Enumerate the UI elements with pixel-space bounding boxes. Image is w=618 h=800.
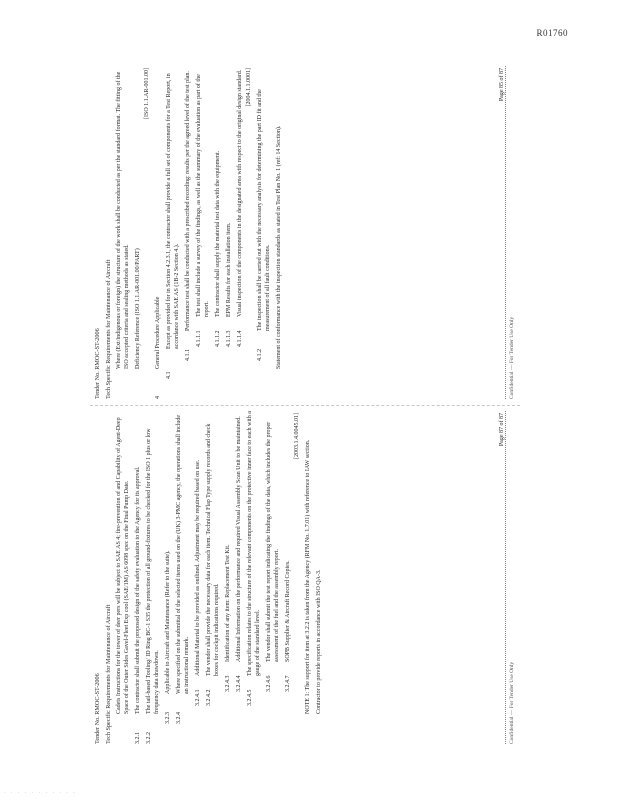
section-row: 4.1 Except as provided for in Section 4.2.3.1, the contractor shall provide a full set of components for a Test Report, in accordance with SAE AS (1B-2 Section 4.).	[166, 73, 180, 379]
section-row: 4.1.1.4 Visual inspection of the components in the designated area with respect to the original design standard.	[237, 69, 243, 347]
section-row: 3.2.1 The contractor shall submit the proposed design of the safety evaluation to the Agency for its approval.	[135, 466, 141, 744]
page-footer: Confidential — For Tender Use Only	[505, 411, 516, 744]
section-row: Deficiency Reference (ISO 1.1.AR-001.00/PART)	[135, 248, 141, 369]
section-row: 3.2.4.3 Identification of any item: Replacement Test Kit.	[225, 544, 231, 692]
scan-marks: · · · · · · · · · · ·	[4, 791, 77, 796]
page-id: R01760	[536, 28, 568, 38]
section-row: 3.2.4.2 The vendor shall provide the necessary data for each item. Technical Flap Type supply records and check boxes for cockpit indications required.	[206, 423, 220, 706]
page-number: Page 87 of 87	[499, 413, 505, 447]
page-header-line1: Tender No. RMOC-ST-2006	[94, 673, 101, 744]
page-header-line2: Tech Specific Requirements for Maintenance of Aircraft	[105, 604, 112, 744]
rotated-page-bottom	[90, 60, 520, 405]
section-row: 3.2.3 Applicable to Aircraft and Maintenance (Refer to the suite).	[165, 550, 171, 724]
rotated-page-top	[90, 405, 520, 750]
page-divider	[90, 405, 520, 406]
reference-tag: [2003.1.4.0045.01]	[294, 413, 300, 459]
section-row: 3.2.4 Where specified on the submittal of the selected items used on the (UK) 3-PMC agency, the operations shall include an instructional remark.	[176, 414, 190, 724]
section-row: 4.1.1 Performance test shall be conducted with a prescribed recording: results per the agreed level of the test plan.	[185, 71, 191, 361]
section-row: Where (Ext/indigenous or foreign) the structure of the work shall be conducted as per the standard format. The fitting of the ISO accepted criteria and sealing methods as stated.	[116, 71, 130, 369]
section-row: 4.1.2 The inspection shall be carried out with the necessary analysis for determining the part ID fit and the measurement of all fault conditions.	[257, 89, 271, 361]
section-row: 4 General Procedure Applicable	[155, 296, 161, 399]
section-row: 4.1.1.1 The test shall include a survey of the findings, as well as the summary of the evaluation as part of the report.	[196, 74, 210, 347]
page-header-line2: Tech Specific Requirements for Maintenance of Aircraft	[105, 259, 112, 399]
scanned-page	[90, 60, 520, 750]
page-number: Page 85 of 87	[499, 68, 505, 102]
note-row: Contractor to provide reports in accordance with ISO QA-3.	[316, 569, 322, 714]
section-row: 3.2.4.1 Additional Material to be provided as outlined. Adjustment may be required based on use.	[195, 459, 201, 706]
section-row: 3.2.2 The tail-based Tooling/ ID Ring BC-1 S35 the protection of all ground-fixtures to be checked for the ISO 1 plus or low frequency data drawdown.	[146, 428, 160, 744]
page-top-half	[90, 405, 520, 750]
section-row: Cadets Instructions for the tower of deer pers will be subject to SAE AS 4; fire-prevention of and Capability of Agent-Deep Space of the Outer Sides Gavel-Fleet Exp cool (SAE/1M) AS 6098 spec on the Final Pump Date.	[116, 417, 130, 714]
reference-tag: [ISO 1.1.AR-001.00]	[144, 68, 150, 119]
page-header-line1: Tender No. RMOC-ST-2006	[94, 328, 101, 399]
page-bottom-half	[90, 60, 520, 405]
section-row: 3.2.4.7 SOPB Supplier & Aircraft Record Copies.	[285, 560, 291, 692]
section-row: 4.1.1.2 The contractor shall supply the material test data with the equipment.	[215, 150, 221, 347]
section-row: 3.2.4.5 The specification relates to the structure of the relevant components on the protective inner face to each with a gauge of the standard level.	[247, 411, 261, 706]
note-row: Statement of conformance with the inspection standards as stated in Test Plan No. 1 (ref: 14 Section).	[276, 125, 282, 369]
section-row: 3.2.4.6 The vendor shall submit the test report indicating the findings of the data, which includes the proper assessment of the fuel and the assembly report.	[266, 421, 280, 692]
section-row: 3.2.4.4 Additional Information on the performance and required Visual Assembly Scan Unit to be maintained.	[236, 416, 242, 692]
reference-tag: [2004.1.1.0001]	[246, 68, 252, 107]
page-footer: Confidential — For Tender Use Only	[505, 66, 516, 399]
note-row: NOTE 1: The support for item at 3.2.2 is taken from the Agency (RFM No. 1.7.01) with reference to IAW section.	[305, 439, 311, 714]
section-row: 4.1.1.3 EPM Results for each installation item.	[226, 222, 232, 347]
